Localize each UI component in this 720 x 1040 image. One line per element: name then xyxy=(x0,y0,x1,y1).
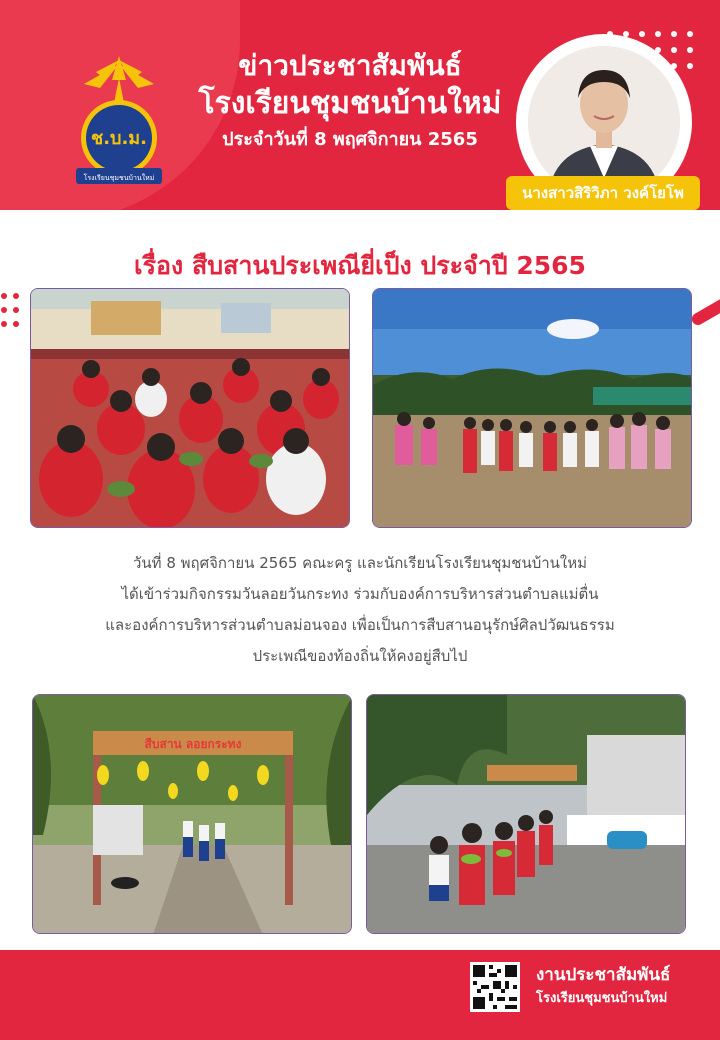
stroke-decoration-right xyxy=(690,297,720,327)
photo-students-making-krathong xyxy=(30,288,350,528)
news-body xyxy=(40,548,680,672)
arch-sign-text: สืบสาน ลอยกระทง xyxy=(144,737,242,751)
page-title: ข่าวประชาสัมพันธ์ xyxy=(238,49,462,82)
qr-code[interactable] xyxy=(470,962,520,1012)
date-line: ประจำวันที่ 8 พฤศจิกายน 2565 xyxy=(222,129,478,150)
photo-krathong-procession xyxy=(366,694,686,934)
school-name: โรงเรียนชุมชนบ้านใหม่ xyxy=(198,86,502,121)
footer-school: โรงเรียนชุมชนบ้านใหม่ xyxy=(536,991,668,1006)
footer-department: งานประชาสัมพันธ์ xyxy=(536,965,671,985)
photo-group-outdoors xyxy=(372,288,692,528)
dot-decoration-left xyxy=(0,290,24,330)
logo-mark: ช.บ.ม. xyxy=(90,128,148,149)
news-headline: เรื่อง สืบสานประเพณียี่เป็ง ประจำปี 2565 xyxy=(134,251,586,280)
person-name-badge: นางสาวสิริวิภา วงค์โยโพ xyxy=(506,176,700,210)
body-line-3: และองค์การบริหารส่วนตำบลม่อนจอง เพื่อเป็นการสืบสานอนุรักษ์ศิลปวัฒนธรรม xyxy=(105,616,615,634)
photo-decorated-arch xyxy=(32,694,352,934)
school-logo xyxy=(66,50,172,190)
title-block xyxy=(180,48,520,154)
body-line-1: วันที่ 8 พฤศจิกายน 2565 คณะครู และนักเรียนโรงเรียนชุมชนบ้านใหม่ xyxy=(133,554,587,572)
footer-text xyxy=(536,962,670,1010)
body-line-2: ได้เข้าร่วมกิจกรรมวันลอยวันกระทง ร่วมกับองค์การบริหารส่วนตำบลแม่ตื่น xyxy=(121,585,599,603)
body-line-4: ประเพณีของท้องถิ่นให้คงอยู่สืบไป xyxy=(252,647,468,665)
logo-caption: โรงเรียนชุมชนบ้านใหม่ xyxy=(83,174,155,182)
